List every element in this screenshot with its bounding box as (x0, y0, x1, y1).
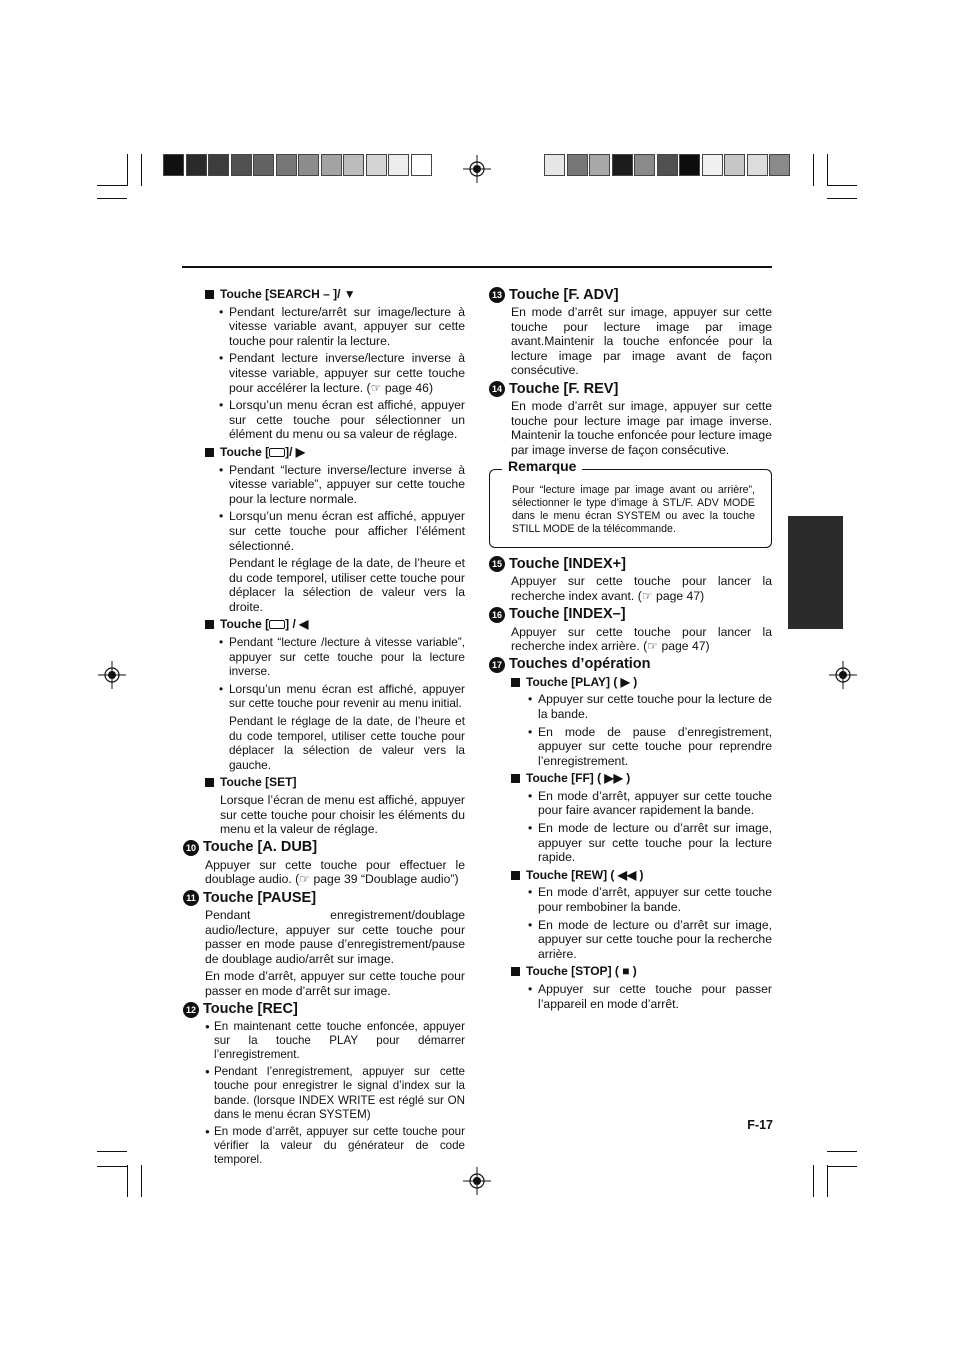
paragraph: Appuyer sur cette touche pour lancer la recherche index avant. (☞ page 47) (511, 574, 772, 603)
section-fadv: 13 Touche [F. ADV] (489, 287, 772, 303)
crop-mark (827, 154, 828, 186)
list-item: • Appuyer sur cette touche pour la lecture de la bande. (528, 692, 772, 721)
tape-forward-icon (269, 448, 285, 457)
remark-title: Remarque (502, 460, 582, 473)
registration-mark-icon (463, 155, 491, 183)
left-column (185, 285, 465, 1171)
crop-mark (97, 1166, 127, 1167)
crop-mark (127, 1165, 128, 1197)
list-item: • Appuyer sur cette touche pour passer l’appareil en mode d’arrêt. (528, 982, 772, 1011)
crop-mark (127, 154, 128, 186)
list-item: • En mode de pause d’enregistrement, appuyer sur cette touche pour reprendre l’enregistrement. (528, 725, 772, 769)
color-swatch (163, 154, 184, 176)
color-swatch (567, 154, 588, 176)
list-item: • Pendant lecture/arrêt sur image/lecture à vitesse variable avant, appuyer sur cette touche pour ralentir la lecture. (219, 305, 465, 349)
section-index-plus: 15 Touche [INDEX+] (489, 556, 772, 572)
color-swatch (544, 154, 565, 176)
subheading-set: Touche [SET] (205, 775, 465, 790)
subheading-search: Touche [SEARCH – ]/ ▼ (205, 287, 465, 302)
color-swatch (343, 154, 364, 176)
list-item: • En mode de lecture ou d’arrêt sur image, appuyer sur cette touche pour la recherche arrière. (528, 918, 772, 962)
number-badge: 15 (489, 556, 505, 572)
list-item: • En mode d’arrêt, appuyer sur cette touche pour faire avancer rapidement la bande. (528, 789, 772, 818)
color-swatch (679, 154, 700, 176)
crop-mark (141, 1165, 142, 1197)
number-badge: 13 (489, 287, 505, 303)
crop-mark (827, 1151, 857, 1152)
list-item: ● En maintenant cette touche enfoncée, appuyer sur la touche PLAY pour démarrer l’enregistrement. (205, 1020, 465, 1063)
color-swatch (634, 154, 655, 176)
subheading-play: Touche [PLAY] ( ▶ ) (511, 675, 772, 690)
list-item: • Pendant “lecture inverse/lecture inverse à vitesse variable”, appuyer sur cette touche pour la lecture normale. (219, 463, 465, 507)
registration-mark-icon (98, 661, 126, 689)
paragraph: Lorsque l’écran de menu est affiché, appuyer sur cette touche pour choisir les éléments du menu et la valeur de réglage. (220, 793, 465, 837)
color-swatch (231, 154, 252, 176)
number-badge: 10 (183, 840, 199, 856)
crop-mark (97, 198, 127, 199)
list-item: • Pendant “lecture /lecture à vitesse variable”, appuyer sur cette touche pour la lecture inverse. (219, 635, 465, 679)
page-number: F-17 (747, 1118, 773, 1132)
color-swatch (276, 154, 297, 176)
section-frev: 14 Touche [F. REV] (489, 381, 772, 397)
list-item: • Lorsqu’un menu écran est affiché, appuyer sur cette touche pour revenir au menu initial. (219, 682, 465, 711)
crop-mark (97, 185, 127, 186)
registration-mark-icon (463, 1167, 491, 1195)
color-swatch (208, 154, 229, 176)
section-tab (788, 516, 843, 629)
list-item: • Lorsqu’un menu écran est affiché, appuyer sur cette touche pour afficher l’élément sélectionné. (219, 509, 465, 553)
subheading-forward: Touche [ ]/ ▶ (205, 445, 465, 460)
subheading-rew: Touche [REW] ( ◀◀ ) (511, 868, 772, 883)
subheading-reverse: Touche [ ] / ◀ (205, 617, 465, 632)
paragraph: Appuyer sur cette touche pour effectuer le doublage audio. (☞ page 39 “Doublage audio”) (205, 857, 465, 887)
list-item: • En mode de lecture ou d’arrêt sur image, appuyer sur cette touche pour la lecture rapide. (528, 821, 772, 865)
color-swatch (657, 154, 678, 176)
crop-mark (813, 1165, 814, 1197)
subheading-ff: Touche [FF] ( ▶▶ ) (511, 771, 772, 786)
color-swatch (769, 154, 790, 176)
right-column (491, 285, 772, 1014)
header-rule (182, 266, 772, 268)
list-item: ● En mode d’arrêt, appuyer sur cette touche pour vérifier la valeur du générateur de code temporel. (205, 1125, 465, 1168)
number-badge: 16 (489, 607, 505, 623)
list-item: • Pendant lecture inverse/lecture inverse à vitesse variable, appuyer sur cette touche pour accélérer la lecture. (☞ page 46) (219, 351, 465, 395)
section-adub: 10 Touche [A. DUB] (183, 840, 465, 856)
number-badge: 14 (489, 381, 505, 397)
list-item: ● Pendant l’enregistrement, appuyer sur cette touche pour enregistrer le signal d’index sur la bande. (lorsque INDEX WRITE est réglé sur ON dans le menu écran SYSTEM) (205, 1065, 465, 1122)
paragraph: Pendant enregistrement/doublage audio/lecture, appuyer sur cette touche pour passer en mode pause d’enregistrement/pause de doublage audio/arrêt sur image. (205, 907, 465, 966)
paragraph: En mode d’arrêt sur image, appuyer sur cette touche pour lecture image par image inverse. Maintenir la touche enfoncée pour lecture image par image inverse de façon consécutive. (511, 398, 772, 457)
remark-text: Pour “lecture image par image avant ou arrière”, sélectionner le type d’image à STL/F. ADV MODE dans le menu écran SYSTEM ou avec la touche STILL MODE de la télécommande. (512, 484, 755, 536)
color-swatch (724, 154, 745, 176)
paragraph: Pendant le réglage de la date, de l’heure et du code temporel, utiliser cette touche pour déplacer la sélection de valeur vers la droite. (229, 556, 465, 614)
paragraph: Pendant le réglage de la date, de l’heure et du code temporel, utiliser cette touche pour déplacer la sélection de valeur vers la gauche. (229, 714, 465, 772)
color-swatch (186, 154, 207, 176)
section-index-minus: 16 Touche [INDEX–] (489, 607, 772, 623)
paragraph: En mode d’arrêt sur image, appuyer sur cette touche pour lecture image par image avant.Maintenir la touche enfoncée pour la lecture image par image avant de façon consécutive. (511, 305, 772, 378)
crop-mark (827, 1165, 828, 1197)
crop-mark (827, 1166, 857, 1167)
crop-mark (97, 1151, 127, 1152)
crop-mark (141, 154, 142, 186)
color-swatch (298, 154, 319, 176)
crop-mark (813, 154, 814, 186)
section-operation-keys: 17 Touches d’opération (489, 657, 772, 673)
color-swatch (747, 154, 768, 176)
crop-mark (827, 185, 857, 186)
crop-mark (827, 198, 857, 199)
paragraph: Appuyer sur cette touche pour lancer la recherche index arrière. (☞ page 47) (511, 624, 772, 654)
list-item: • En mode d’arrêt, appuyer sur cette touche pour rembobiner la bande. (528, 885, 772, 914)
tape-reverse-icon (269, 620, 285, 629)
number-badge: 12 (183, 1002, 199, 1018)
color-swatch (388, 154, 409, 176)
section-pause: 11 Touche [PAUSE] (183, 890, 465, 906)
remark-box (489, 458, 772, 548)
number-badge: 17 (489, 657, 505, 673)
list-item: • Lorsqu’un menu écran est affiché, appuyer sur cette touche pour sélectionner un élément du menu ou sa valeur de réglage. (219, 398, 465, 442)
color-swatch (253, 154, 274, 176)
number-badge: 11 (183, 890, 199, 906)
color-swatch (612, 154, 633, 176)
color-swatch (589, 154, 610, 176)
color-swatch (366, 154, 387, 176)
paragraph: En mode d’arrêt, appuyer sur cette touche pour passer en mode d’arrêt sur image. (205, 969, 465, 998)
color-swatch (321, 154, 342, 176)
color-swatch (411, 154, 432, 176)
registration-mark-icon (829, 661, 857, 689)
section-rec: 12 Touche [REC] (183, 1002, 465, 1018)
subheading-stop: Touche [STOP] ( ■ ) (511, 964, 772, 979)
color-swatch (702, 154, 723, 176)
